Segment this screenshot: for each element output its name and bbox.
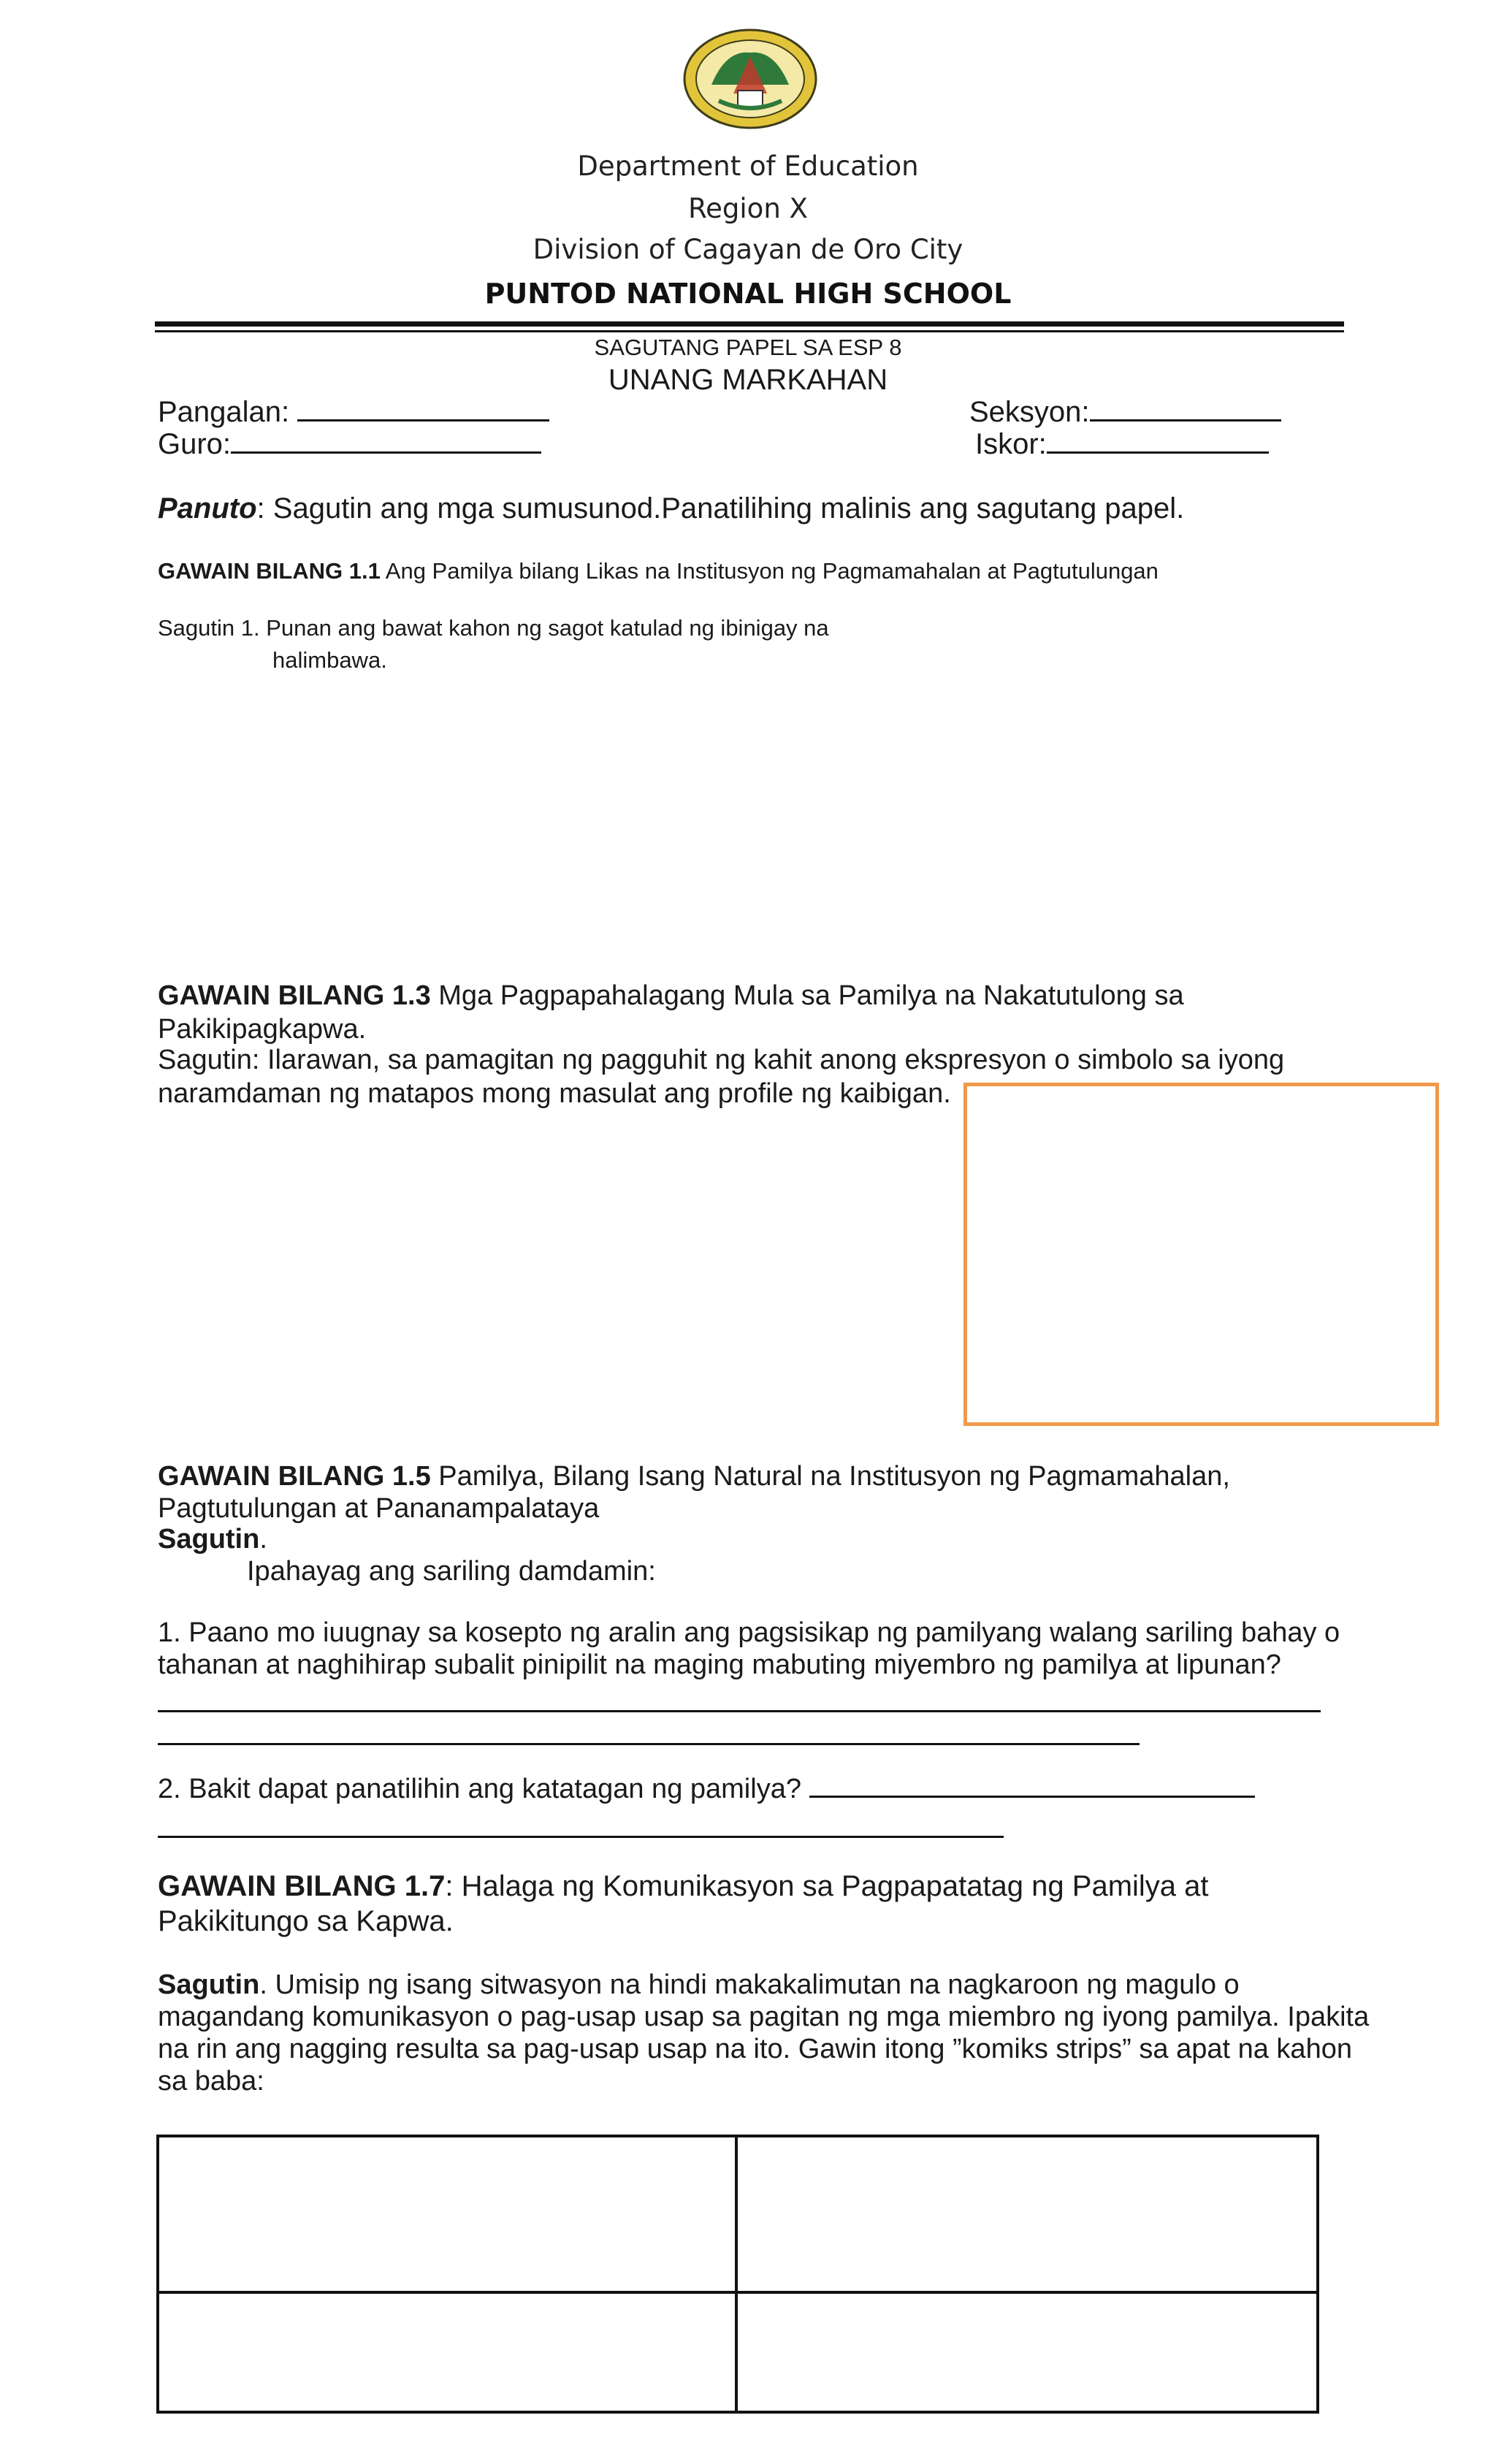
gawain-1-3-title-line1: Mga Pagpapahalagang Mula sa Pamilya na Nakatutulong sa — [430, 980, 1184, 1011]
gawain-1-7-sagutin-label: Sagutin — [158, 1969, 260, 2000]
gawain-1-1-label: GAWAIN BILANG 1.1 — [158, 558, 381, 584]
header-divider-thin — [155, 330, 1344, 332]
gawain-1-5-q2 — [158, 1774, 1255, 1805]
teacher-blank[interactable] — [231, 451, 541, 454]
gawain-1-7-question-line3: na rin ang nagging resulta sa pag-usap usap na ito. Gawin itong ”komiks strips” sa apat na kahon — [158, 2034, 1352, 2064]
header-divider-thick — [155, 321, 1344, 327]
gawain-1-3-label: GAWAIN BILANG 1.3 — [158, 980, 431, 1011]
score-blank[interactable] — [1047, 451, 1269, 454]
division-name: Division of Cagayan de Oro City — [533, 234, 963, 265]
gawain-1-1-heading — [158, 558, 1159, 584]
gawain-1-5-prompt: Ipahayag ang sariling damdamin: — [247, 1556, 656, 1587]
teacher-label: Guro: — [158, 428, 232, 460]
region-name: Region X — [688, 193, 808, 224]
comic-panel-2[interactable] — [738, 2137, 1316, 2294]
comic-panel-1[interactable] — [159, 2137, 738, 2294]
score-label: Iskor: — [975, 428, 1047, 460]
gawain-1-5-heading — [158, 1461, 1230, 1492]
gawain-1-5-title-line2: Pagtutulungan at Pananampalataya — [158, 1493, 600, 1524]
comic-strip-grid — [156, 2135, 1319, 2414]
gawain-1-7-heading — [158, 1870, 1209, 1903]
name-blank[interactable] — [297, 419, 549, 422]
q1-answer-line-1[interactable] — [158, 1710, 1321, 1712]
q2-answer-blank[interactable] — [809, 1796, 1255, 1798]
gawain-1-7-title-line2: Pakikitungo sa Kapwa. — [158, 1905, 454, 1937]
gawain-1-3-question-line1: Sagutin: Ilarawan, sa pamagitan ng pagguhit ng kahit anong ekspresyon o simbolo sa iyong — [158, 1045, 1285, 1075]
instructions-text: : Sagutin ang mga sumusunod.Panatilihing malinis ang sagutang papel. — [256, 492, 1185, 525]
gawain-1-1-question-line1: Sagutin 1. Punan ang bawat kahon ng sagot katulad ng ibinigay na — [158, 615, 829, 641]
gawain-1-1-question-line2: halimbawa. — [272, 647, 387, 673]
school-name: PUNTOD NATIONAL HIGH SCHOOL — [484, 278, 1012, 310]
quarter-title: UNANG MARKAHAN — [608, 364, 888, 396]
gawain-1-7-label: GAWAIN BILANG 1.7 — [158, 1870, 446, 1902]
deped-seal-logo — [682, 28, 818, 130]
section-label: Seksyon: — [969, 396, 1090, 428]
section-blank[interactable] — [1090, 419, 1281, 422]
department-name: Department of Education — [577, 150, 919, 182]
gawain-1-5-sagutin — [158, 1524, 267, 1555]
comic-panel-4[interactable] — [738, 2294, 1316, 2411]
q1-answer-line-2[interactable] — [158, 1743, 1140, 1745]
gawain-1-5-q1-line2: tahanan at naghihirap subalit pinipilit na maging mabuting miyembro ng pamilya at lipunan? — [158, 1649, 1281, 1680]
instructions — [158, 492, 1184, 525]
gawain-1-5-sagutin-label: Sagutin — [158, 1524, 260, 1555]
gawain-1-7-question-line4: sa baba: — [158, 2066, 264, 2097]
name-field[interactable] — [158, 396, 549, 429]
gawain-1-5-title-line1: Pamilya, Bilang Isang Natural na Institusyon ng Pagmamahalan, — [430, 1461, 1230, 1492]
gawain-1-5-q2-text: 2. Bakit dapat panatilihin ang katatagan ng pamilya? — [158, 1774, 801, 1804]
gawain-1-7-question-line2: magandang komunikasyon o pag-usap usap sa pagitan ng mga miembro ng iyong pamilya. Ipakita — [158, 2002, 1370, 2032]
gawain-1-3-question-line2: naramdaman ng matapos mong masulat ang profile ng kaibigan. — [158, 1078, 951, 1109]
gawain-1-5-sagutin-dot: . — [259, 1524, 267, 1555]
name-label: Pangalan: — [158, 396, 290, 428]
paper-title: SAGUTANG PAPEL SA ESP 8 — [594, 335, 902, 360]
instructions-label: Panuto — [158, 492, 257, 525]
gawain-1-3-title-line2: Pakikipagkapwa. — [158, 1014, 367, 1045]
teacher-field[interactable] — [158, 428, 541, 461]
section-field[interactable] — [969, 396, 1281, 429]
gawain-1-1-title: Ang Pamilya bilang Likas na Institusyon ng Pagmamahalan at Pagtutulungan — [380, 558, 1159, 584]
gawain-1-5-label: GAWAIN BILANG 1.5 — [158, 1461, 431, 1492]
gawain-1-5-q1-line1: 1. Paano mo iuugnay sa kosepto ng aralin ang pagsisikap ng pamilyang walang sariling bahay o — [158, 1617, 1340, 1648]
gawain-1-7-title-line1: : Halaga ng Komunikasyon sa Pagpapatatag ng Pamilya at — [445, 1870, 1209, 1902]
gawain-1-3-heading — [158, 980, 1184, 1012]
q2-answer-line-2[interactable] — [158, 1836, 1004, 1838]
gawain-1-7-question-line1 — [158, 1969, 1240, 2001]
gawain-1-7-question-text: . Umisip ng isang sitwasyon na hindi makakalimutan na nagkaroon ng magulo o — [259, 1969, 1240, 2000]
comic-panel-3[interactable] — [159, 2294, 738, 2411]
drawing-answer-box[interactable] — [963, 1083, 1439, 1426]
score-field[interactable] — [975, 428, 1269, 461]
